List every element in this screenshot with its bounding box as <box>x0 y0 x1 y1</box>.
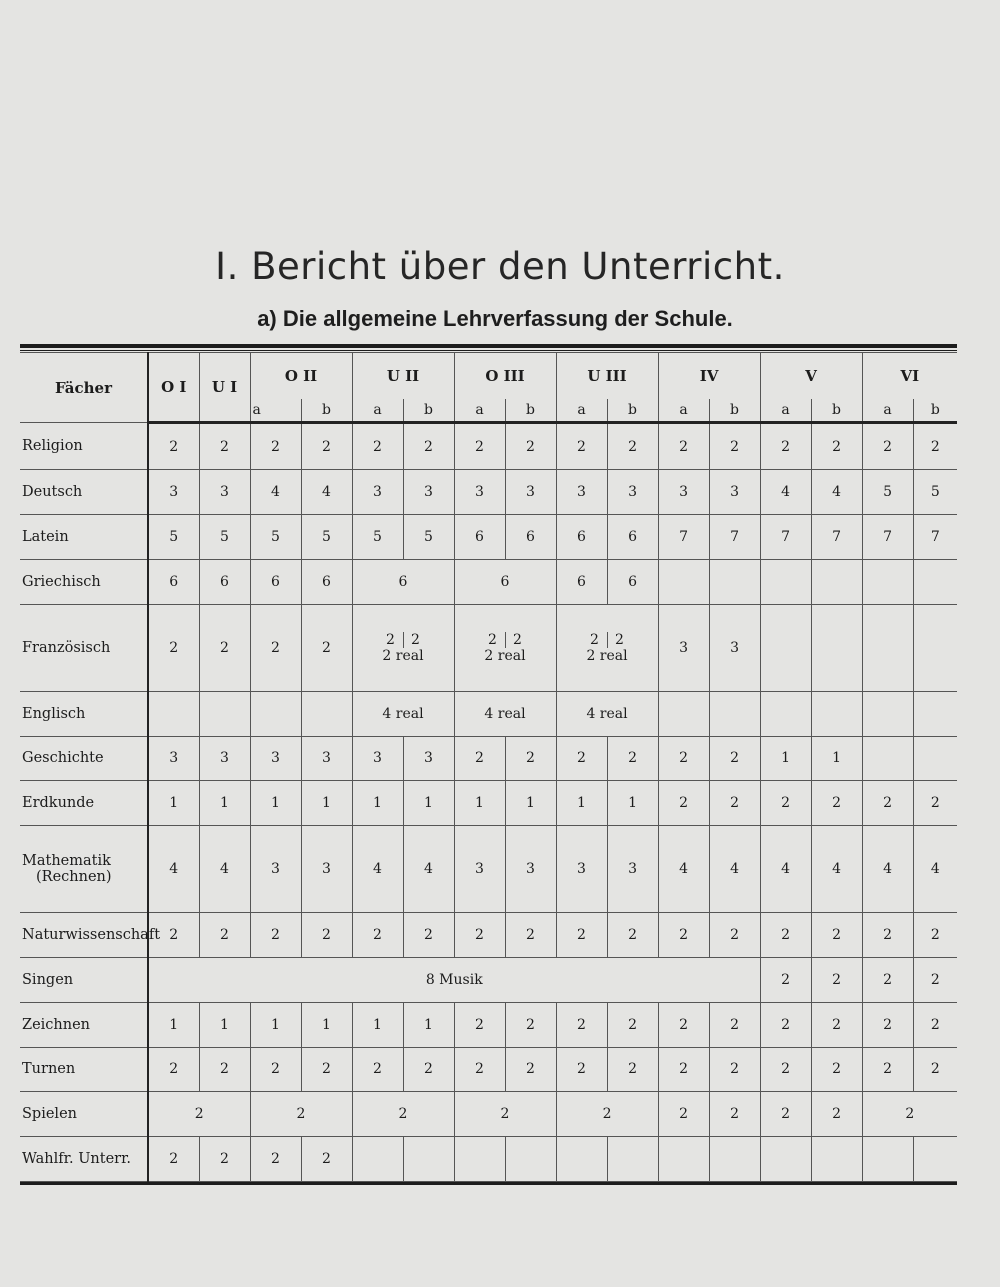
cell: 2 <box>352 423 403 470</box>
cell: 3 <box>709 470 760 515</box>
cell-empty <box>709 691 760 736</box>
cell: 2 <box>760 1002 811 1047</box>
cell-empty <box>403 1137 454 1182</box>
cell: 2 <box>403 632 428 648</box>
table-row <box>20 736 957 781</box>
cell: 2 <box>913 781 957 826</box>
cell: 2 <box>505 1002 556 1047</box>
cell: 2 <box>658 423 709 470</box>
cell: 1 <box>250 781 301 826</box>
cell: 1 <box>301 781 352 826</box>
cell: 1 <box>148 1002 199 1047</box>
cell: 3 <box>403 736 454 781</box>
cell: 5 <box>199 515 250 560</box>
cell: 2 <box>250 1092 352 1137</box>
cell: 2 <box>505 1047 556 1092</box>
cell: 2 <box>556 1092 658 1137</box>
cell-empty <box>148 691 199 736</box>
header-class-uiii: U III <box>556 353 658 400</box>
cell: 2 <box>148 1047 199 1092</box>
cell: 2 <box>301 1137 352 1182</box>
cell-empty <box>862 691 913 736</box>
real-note: 4 real <box>454 691 556 736</box>
subject-label: Mathematik <box>22 853 111 870</box>
cell: 6 <box>301 560 352 605</box>
cell: 2 <box>811 781 862 826</box>
bottom-rule <box>20 1182 957 1185</box>
page-title: I. Bericht über den Unterricht. <box>215 245 785 288</box>
cell: 2 <box>505 913 556 958</box>
header-class-ui: U I <box>199 353 250 423</box>
cell: 3 <box>658 604 709 691</box>
cell-empty <box>913 560 957 605</box>
cell: 1 <box>556 781 607 826</box>
table-row <box>20 604 957 691</box>
cell-empty <box>607 1137 658 1182</box>
cell: 2 <box>658 1047 709 1092</box>
cell: 2 <box>607 736 658 781</box>
sub-a: a <box>352 399 403 423</box>
cell: 2 <box>199 423 250 470</box>
cell: 2 <box>148 1092 250 1137</box>
cell-empty <box>760 604 811 691</box>
cell-empty <box>709 1137 760 1182</box>
cell: 2 <box>862 1092 957 1137</box>
cell: 2 <box>709 1092 760 1137</box>
cell: 5 <box>913 470 957 515</box>
subject-latein: Latein <box>20 515 148 560</box>
table-row <box>20 957 957 1002</box>
cell: 2 <box>250 913 301 958</box>
cell: 2 <box>148 423 199 470</box>
subject-spielen: Spielen <box>20 1092 148 1137</box>
cell: 4 <box>760 826 811 913</box>
cell: 3 <box>454 826 505 913</box>
cell: 3 <box>199 470 250 515</box>
cell: 1 <box>454 781 505 826</box>
cell: 2 <box>199 604 250 691</box>
cell: 2 <box>454 423 505 470</box>
cell: 4 <box>352 826 403 913</box>
subject-naturwissenschaft: Naturwissenschaft <box>20 913 148 958</box>
cell: 2 <box>607 1002 658 1047</box>
cell: 5 <box>301 515 352 560</box>
cell-empty <box>505 1137 556 1182</box>
cell: 2 <box>301 604 352 691</box>
table-row <box>20 423 957 470</box>
subject-mathematik <box>20 826 148 913</box>
subject-singen: Singen <box>20 957 148 1002</box>
cell: 3 <box>148 470 199 515</box>
cell: 3 <box>658 470 709 515</box>
cell-empty <box>913 604 957 691</box>
cell: 6 <box>148 560 199 605</box>
cell: 2 <box>556 423 607 470</box>
cell-empty <box>658 1137 709 1182</box>
cell: 2 <box>386 631 395 648</box>
cell-split-real <box>352 604 454 691</box>
cell: 6 <box>250 560 301 605</box>
cell: 2 <box>148 604 199 691</box>
cell: 2 <box>709 913 760 958</box>
cell: 1 <box>250 1002 301 1047</box>
cell: 3 <box>250 826 301 913</box>
cell: 3 <box>148 736 199 781</box>
cell: 1 <box>301 1002 352 1047</box>
cell: 1 <box>352 781 403 826</box>
cell: 3 <box>403 470 454 515</box>
cell: 3 <box>556 826 607 913</box>
cell: 2 <box>811 1092 862 1137</box>
cell: 2 <box>658 781 709 826</box>
cell-empty <box>862 736 913 781</box>
cell: 4 <box>811 470 862 515</box>
cell-empty <box>811 560 862 605</box>
cell: 3 <box>709 604 760 691</box>
subject-wahlfrei: Wahlfr. Unterr. <box>20 1137 148 1182</box>
header-subjects: Fächer <box>20 353 148 423</box>
cell: 2 <box>403 913 454 958</box>
cell: 2 <box>709 1047 760 1092</box>
cell: 2 <box>607 913 658 958</box>
cell: 2 <box>556 1002 607 1047</box>
cell-empty <box>862 1137 913 1182</box>
cell: 2 <box>760 423 811 470</box>
cell: 5 <box>403 515 454 560</box>
cell: 3 <box>607 826 658 913</box>
cell: 7 <box>862 515 913 560</box>
cell: 3 <box>301 736 352 781</box>
cell: 2 <box>862 1002 913 1047</box>
cell: 1 <box>403 781 454 826</box>
cell: 4 <box>760 470 811 515</box>
sub-b: b <box>403 399 454 423</box>
subject-franzoesisch: Französisch <box>20 604 148 691</box>
cell-empty <box>913 736 957 781</box>
cell-split-real <box>454 604 556 691</box>
cell: 2 <box>301 1047 352 1092</box>
header-class-oi: O I <box>148 353 199 423</box>
header-row <box>20 353 957 400</box>
cell: 6 <box>556 560 607 605</box>
cell: 2 <box>199 913 250 958</box>
cell-empty <box>250 691 301 736</box>
music-note: 8 Musik <box>148 957 760 1002</box>
cell: 1 <box>403 1002 454 1047</box>
cell-empty <box>862 604 913 691</box>
cell: 4 <box>658 826 709 913</box>
cell: 4 <box>913 826 957 913</box>
cell: 6 <box>199 560 250 605</box>
table-row <box>20 1002 957 1047</box>
cell: 1 <box>760 736 811 781</box>
cell: 2 <box>250 423 301 470</box>
cell: 1 <box>352 1002 403 1047</box>
cell: 3 <box>301 826 352 913</box>
cell: 3 <box>199 736 250 781</box>
cell: 4 <box>403 826 454 913</box>
table-row <box>20 1047 957 1092</box>
sub-b: b <box>811 399 862 423</box>
cell: 2 <box>760 1092 811 1137</box>
real-note: 2 real <box>484 647 526 664</box>
cell: 5 <box>148 515 199 560</box>
header-class-v: V <box>760 353 862 400</box>
sub-b: b <box>301 399 352 423</box>
cell: 3 <box>505 470 556 515</box>
cell: 4 <box>148 826 199 913</box>
table-row <box>20 515 957 560</box>
sub-a: a <box>250 399 301 423</box>
cell: 3 <box>607 470 658 515</box>
cell: 2 <box>590 631 599 648</box>
cell: 2 <box>862 781 913 826</box>
cell: 2 <box>505 423 556 470</box>
subject-turnen: Turnen <box>20 1047 148 1092</box>
table-row <box>20 1092 957 1137</box>
cell: 2 <box>352 913 403 958</box>
real-note: 4 real <box>556 691 658 736</box>
cell: 7 <box>658 515 709 560</box>
cell: 2 <box>556 736 607 781</box>
cell: 1 <box>811 736 862 781</box>
cell: 3 <box>250 736 301 781</box>
table-row <box>20 826 957 913</box>
cell-empty <box>301 691 352 736</box>
header-class-oii: O II <box>250 353 352 400</box>
cell-empty <box>760 560 811 605</box>
cell: 4 <box>199 826 250 913</box>
top-rule-thin <box>20 350 957 351</box>
cell-empty <box>709 560 760 605</box>
cell: 1 <box>607 781 658 826</box>
sub-b: b <box>913 399 957 423</box>
cell: 2 <box>250 1047 301 1092</box>
cell: 2 <box>811 423 862 470</box>
cell: 4 <box>811 826 862 913</box>
subject-label-sub: (Rechnen) <box>36 869 112 886</box>
table-row <box>20 470 957 515</box>
cell: 2 <box>148 1137 199 1182</box>
cell: 3 <box>352 736 403 781</box>
subject-griechisch: Griechisch <box>20 560 148 605</box>
cell: 2 <box>250 1137 301 1182</box>
cell: 6 <box>556 515 607 560</box>
cell: 4 <box>250 470 301 515</box>
cell: 2 <box>556 1047 607 1092</box>
header-class-vi: VI <box>862 353 957 400</box>
cell: 2 <box>658 1002 709 1047</box>
cell: 2 <box>301 913 352 958</box>
cell: 2 <box>556 913 607 958</box>
cell: 2 <box>862 957 913 1002</box>
cell: 2 <box>403 423 454 470</box>
cell: 4 <box>709 826 760 913</box>
cell-empty <box>913 691 957 736</box>
cell-empty <box>658 691 709 736</box>
cell: 2 <box>760 913 811 958</box>
cell: 2 <box>811 1002 862 1047</box>
sub-b: b <box>607 399 658 423</box>
cell: 2 <box>301 423 352 470</box>
cell: 2 <box>913 913 957 958</box>
cell-empty <box>658 560 709 605</box>
cell-empty <box>760 691 811 736</box>
top-rule <box>20 344 957 348</box>
cell-empty <box>199 691 250 736</box>
cell: 3 <box>352 470 403 515</box>
real-note: 4 real <box>352 691 454 736</box>
cell: 3 <box>454 470 505 515</box>
cell: 2 <box>709 781 760 826</box>
cell-empty <box>913 1137 957 1182</box>
cell: 2 <box>760 1047 811 1092</box>
cell: 2 <box>913 1002 957 1047</box>
cell: 6 <box>454 515 505 560</box>
cell: 2 <box>760 781 811 826</box>
cell-empty <box>811 691 862 736</box>
cell: 2 <box>658 736 709 781</box>
cell: 7 <box>811 515 862 560</box>
sub-a: a <box>454 399 505 423</box>
cell: 2 <box>505 632 530 648</box>
sub-b: b <box>505 399 556 423</box>
cell: 2 <box>913 423 957 470</box>
cell: 5 <box>862 470 913 515</box>
cell: 2 <box>199 1137 250 1182</box>
subject-religion: Religion <box>20 423 148 470</box>
cell-empty <box>760 1137 811 1182</box>
cell: 3 <box>505 826 556 913</box>
cell: 2 <box>454 1092 556 1137</box>
cell: 2 <box>607 423 658 470</box>
cell: 2 <box>607 1047 658 1092</box>
cell-empty <box>862 560 913 605</box>
sub-a: a <box>760 399 811 423</box>
subject-zeichnen: Zeichnen <box>20 1002 148 1047</box>
cell: 2 <box>658 1092 709 1137</box>
cell: 2 <box>352 1047 403 1092</box>
cell: 2 <box>607 632 632 648</box>
cell: 4 <box>862 826 913 913</box>
cell: 1 <box>199 781 250 826</box>
cell: 2 <box>199 1047 250 1092</box>
header-class-uii: U II <box>352 353 454 400</box>
cell: 2 <box>811 957 862 1002</box>
cell: 2 <box>352 1092 454 1137</box>
cell: 2 <box>148 913 199 958</box>
cell: 2 <box>505 736 556 781</box>
cell: 7 <box>709 515 760 560</box>
cell: 5 <box>352 515 403 560</box>
cell: 1 <box>199 1002 250 1047</box>
cell: 6 <box>352 560 454 605</box>
cell: 3 <box>556 470 607 515</box>
table-row <box>20 913 957 958</box>
cell: 2 <box>913 1047 957 1092</box>
sub-a: a <box>658 399 709 423</box>
cell: 2 <box>454 736 505 781</box>
cell: 2 <box>862 423 913 470</box>
curriculum-table <box>20 352 957 1182</box>
cell: 6 <box>607 560 658 605</box>
cell: 2 <box>760 957 811 1002</box>
cell: 1 <box>505 781 556 826</box>
table-row <box>20 691 957 736</box>
cell: 2 <box>403 1047 454 1092</box>
cell: 7 <box>913 515 957 560</box>
cell: 2 <box>454 1047 505 1092</box>
cell: 2 <box>250 604 301 691</box>
subject-erdkunde: Erdkunde <box>20 781 148 826</box>
real-note: 2 real <box>586 647 628 664</box>
cell: 7 <box>760 515 811 560</box>
subject-englisch: Englisch <box>20 691 148 736</box>
cell-empty <box>454 1137 505 1182</box>
page-subtitle: a) Die allgemeine Lehrverfassung der Schule. <box>257 306 733 331</box>
sub-a: a <box>862 399 913 423</box>
table-row <box>20 1137 957 1182</box>
cell: 2 <box>811 913 862 958</box>
cell: 2 <box>862 913 913 958</box>
cell: 2 <box>913 957 957 1002</box>
cell: 6 <box>505 515 556 560</box>
header-class-oiii: O III <box>454 353 556 400</box>
cell-empty <box>556 1137 607 1182</box>
real-note: 2 real <box>382 647 424 664</box>
subject-deutsch: Deutsch <box>20 470 148 515</box>
cell: 2 <box>709 423 760 470</box>
table-row <box>20 560 957 605</box>
cell: 2 <box>709 1002 760 1047</box>
cell-empty <box>811 604 862 691</box>
cell-empty <box>811 1137 862 1182</box>
header-class-iv: IV <box>658 353 760 400</box>
subject-geschichte: Geschichte <box>20 736 148 781</box>
cell: 2 <box>811 1047 862 1092</box>
cell: 2 <box>862 1047 913 1092</box>
cell: 2 <box>709 736 760 781</box>
cell: 4 <box>301 470 352 515</box>
cell-empty <box>352 1137 403 1182</box>
cell: 6 <box>607 515 658 560</box>
table-row <box>20 781 957 826</box>
sub-b: b <box>709 399 760 423</box>
cell: 2 <box>454 913 505 958</box>
cell: 2 <box>658 913 709 958</box>
cell: 2 <box>454 1002 505 1047</box>
sub-a: a <box>556 399 607 423</box>
cell: 6 <box>454 560 556 605</box>
cell: 2 <box>488 631 497 648</box>
cell: 5 <box>250 515 301 560</box>
cell-split-real <box>556 604 658 691</box>
cell: 1 <box>148 781 199 826</box>
